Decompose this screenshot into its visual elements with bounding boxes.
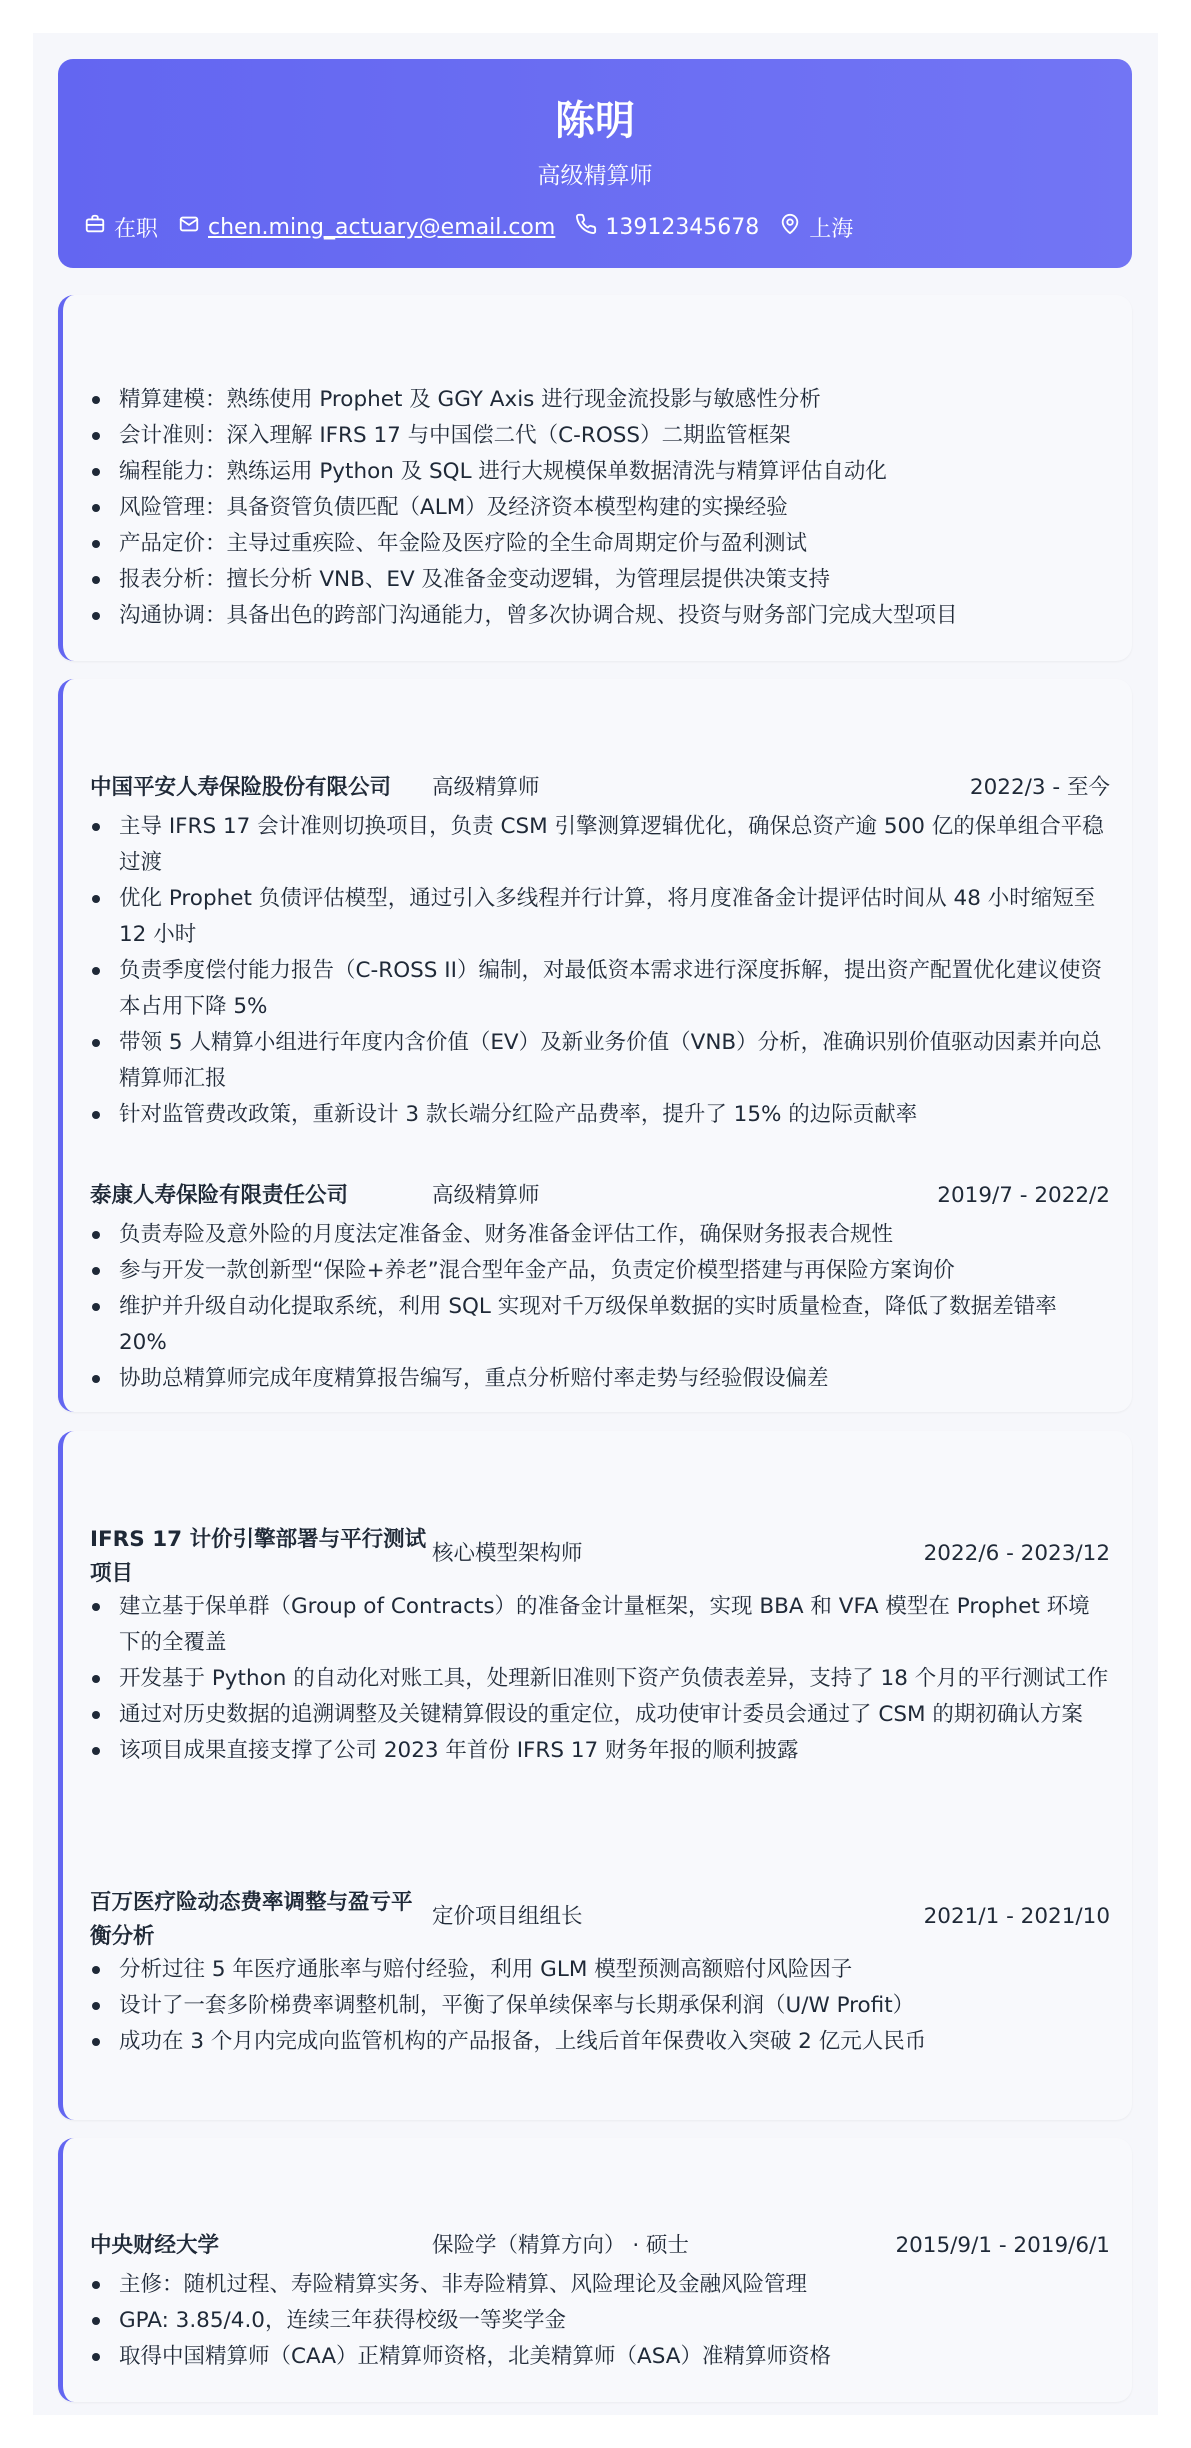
job-dates: 2019/7 - 2022/2 bbox=[937, 1183, 1110, 1208]
briefcase-icon bbox=[84, 213, 106, 241]
job-bullets bbox=[90, 1217, 1110, 1397]
list-item: 成功在 3 个月内完成向监管机构的产品报备，上线后首年保费收入突破 2 亿元人民币 bbox=[90, 2024, 1110, 2060]
work-entry bbox=[90, 765, 1110, 1133]
project-name: 百万医疗险动态费率调整与盈亏平衡分析 bbox=[90, 1890, 413, 1949]
list-item: 维护并升级自动化提取系统，利用 SQL 实现对千万级保单数据的实时质量检查，降低了数据差错率 20% bbox=[90, 1289, 1110, 1361]
skills-list bbox=[90, 382, 1110, 634]
email-link[interactable]: chen.ming_actuary@email.com bbox=[208, 214, 556, 240]
project-dates: 2022/6 - 2023/12 bbox=[923, 1541, 1110, 1566]
list-item: 针对监管费改政策，重新设计 3 款长端分红险产品费率，提升了 15% 的边际贡献率 bbox=[90, 1097, 1110, 1133]
job-position: 高级精算师 bbox=[432, 1183, 540, 1208]
project-entry bbox=[90, 1880, 1110, 2060]
project-entry bbox=[90, 1517, 1110, 1769]
list-item: 设计了一套多阶梯费率调整机制，平衡了保单续保率与长期承保利润（U/W Profit） bbox=[90, 1988, 1110, 2024]
contact-bar bbox=[84, 211, 853, 243]
list-item: 通过对历史数据的追溯调整及关键精算假设的重定位，成功使审计委员会通过了 CSM 的期初确认方案 bbox=[90, 1697, 1110, 1733]
job-dates: 2022/3 - 至今 bbox=[969, 775, 1110, 800]
list-item: 风险管理：具备资管负债匹配（ALM）及经济资本模型构建的实操经验 bbox=[90, 490, 1110, 526]
project-role: 定价项目组组长 bbox=[432, 1904, 583, 1929]
list-item: 会计准则：深入理解 IFRS 17 与中国偿二代（C-ROSS）二期监管框架 bbox=[90, 418, 1110, 454]
contact-email bbox=[178, 213, 555, 241]
status-text: 在职 bbox=[114, 216, 159, 242]
work-section bbox=[58, 679, 1132, 1412]
contact-phone bbox=[575, 213, 759, 241]
location-text: 上海 bbox=[809, 216, 854, 242]
list-item: 带领 5 人精算小组进行年度内含价值（EV）及新业务价值（VNB）分析，准确识别价值驱动因素并向总精算师汇报 bbox=[90, 1025, 1110, 1097]
project-name: IFRS 17 计价引擎部署与平行测试项目 bbox=[90, 1527, 427, 1586]
job-position: 高级精算师 bbox=[432, 775, 540, 800]
list-item: 协助总精算师完成年度精算报告编写，重点分析赔付率走势与经验假设偏差 bbox=[90, 1361, 1110, 1397]
map-pin-icon bbox=[779, 213, 801, 241]
skills-section bbox=[58, 295, 1132, 661]
job-bullets bbox=[90, 809, 1110, 1133]
education-dates: 2015/9/1 - 2019/6/1 bbox=[895, 2233, 1110, 2258]
candidate-title: 高级精算师 bbox=[537, 163, 653, 189]
list-item: 取得中国精算师（CAA）正精算师资格，北美精算师（ASA）准精算师资格 bbox=[90, 2339, 1110, 2375]
list-item: 编程能力：熟练运用 Python 及 SQL 进行大规模保单数据清洗与精算评估自动化 bbox=[90, 454, 1110, 490]
contact-location bbox=[779, 212, 853, 243]
school-name: 中央财经大学 bbox=[90, 2233, 220, 2258]
list-item: 负责季度偿付能力报告（C-ROSS II）编制，对最低资本需求进行深度拆解，提出资产配置优化建议使资本占用下降 5% bbox=[90, 953, 1110, 1025]
work-entry bbox=[90, 1173, 1110, 1397]
list-item: 报表分析：擅长分析 VNB、EV 及准备金变动逻辑，为管理层提供决策支持 bbox=[90, 562, 1110, 598]
project-bullets bbox=[90, 1589, 1110, 1769]
resume-page bbox=[33, 33, 1158, 2415]
project-dates: 2021/1 - 2021/10 bbox=[923, 1904, 1110, 1929]
list-item: GPA: 3.85/4.0，连续三年获得校级一等奖学金 bbox=[90, 2303, 1110, 2339]
education-entry bbox=[90, 2223, 1110, 2375]
education-section bbox=[58, 2138, 1132, 2402]
list-item: 精算建模：熟练使用 Prophet 及 GGY Axis 进行现金流投影与敏感性分析 bbox=[90, 382, 1110, 418]
phone-text: 13912345678 bbox=[605, 214, 760, 240]
education-bullets bbox=[90, 2267, 1110, 2375]
mail-icon bbox=[178, 213, 200, 241]
employer-name: 中国平安人寿保险股份有限公司 bbox=[90, 775, 392, 800]
employer-name: 泰康人寿保险有限责任公司 bbox=[90, 1183, 349, 1208]
list-item: 负责寿险及意外险的月度法定准备金、财务准备金评估工作，确保财务报表合规性 bbox=[90, 1217, 1110, 1253]
list-item: 优化 Prophet 负债评估模型，通过引入多线程并行计算，将月度准备金计提评估时间从 48 小时缩短至 12 小时 bbox=[90, 881, 1110, 953]
list-item: 分析过往 5 年医疗通胀率与赔付经验，利用 GLM 模型预测高额赔付风险因子 bbox=[90, 1952, 1110, 1988]
project-role: 核心模型架构师 bbox=[432, 1541, 583, 1566]
list-item: 主修：随机过程、寿险精算实务、非寿险精算、风险理论及金融风险管理 bbox=[90, 2267, 1110, 2303]
list-item: 沟通协调：具备出色的跨部门沟通能力，曾多次协调合规、投资与财务部门完成大型项目 bbox=[90, 598, 1110, 634]
phone-icon bbox=[575, 213, 597, 241]
list-item: 主导 IFRS 17 会计准则切换项目，负责 CSM 引擎测算逻辑优化，确保总资产逾 500 亿的保单组合平稳过渡 bbox=[90, 809, 1110, 881]
list-item: 开发基于 Python 的自动化对账工具，处理新旧准则下资产负债表差异，支持了 18 个月的平行测试工作 bbox=[90, 1661, 1110, 1697]
candidate-name: 陈明 bbox=[555, 98, 635, 144]
degree: 保险学（精算方向） · 硕士 bbox=[432, 2233, 690, 2258]
list-item: 该项目成果直接支撑了公司 2023 年首份 IFRS 17 财务年报的顺利披露 bbox=[90, 1733, 1110, 1769]
projects-section bbox=[58, 1431, 1132, 2120]
list-item: 参与开发一款创新型“保险+养老”混合型年金产品，负责定价模型搭建与再保险方案询价 bbox=[90, 1253, 1110, 1289]
project-bullets bbox=[90, 1952, 1110, 2060]
list-item: 产品定价：主导过重疾险、年金险及医疗险的全生命周期定价与盈利测试 bbox=[90, 526, 1110, 562]
contact-status bbox=[84, 212, 158, 243]
list-item: 建立基于保单群（Group of Contracts）的准备金计量框架，实现 BBA 和 VFA 模型在 Prophet 环境下的全覆盖 bbox=[90, 1589, 1110, 1661]
resume-header bbox=[58, 59, 1132, 268]
